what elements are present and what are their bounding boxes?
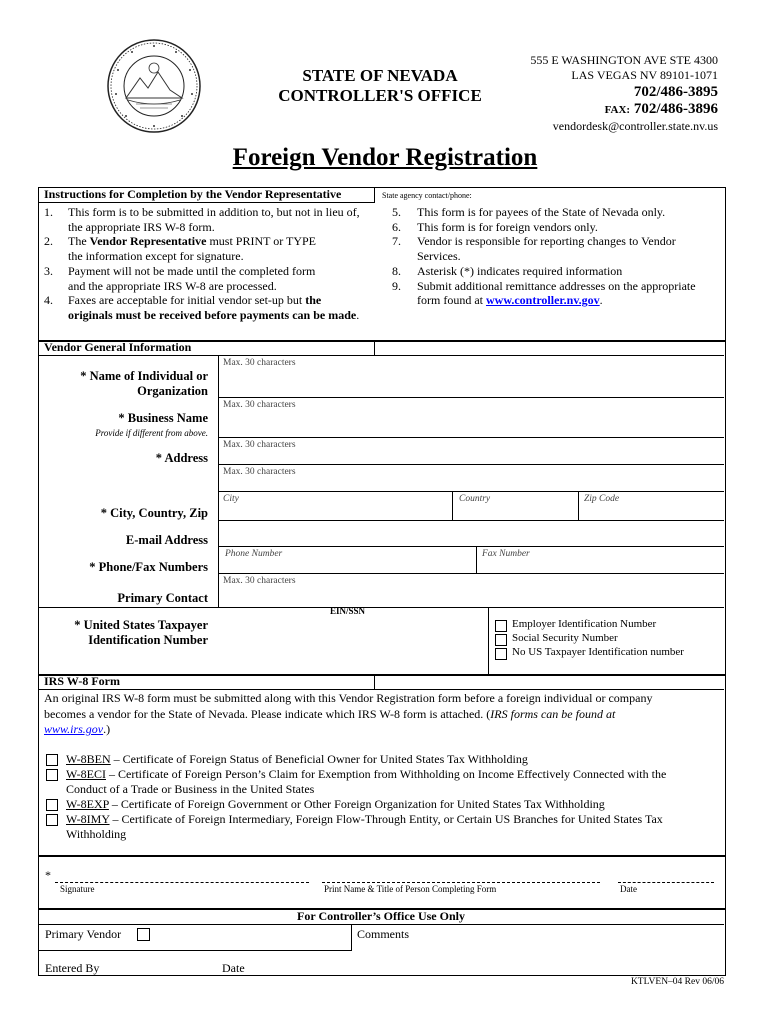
primary-contact-label: Primary Contact [117, 591, 208, 605]
vendor-heading-rule [38, 355, 724, 356]
instruction-2-line2: the information except for signature. [68, 249, 244, 264]
business-name-field[interactable]: Max. 30 characters [223, 400, 296, 410]
state-seal-logo [106, 38, 202, 134]
print-name-label: Print Name & Title of Person Completing Form [324, 884, 497, 894]
irs-website-link[interactable]: www.irs.gov [44, 722, 104, 736]
city-field[interactable]: City [223, 494, 239, 504]
name-label-line1: * Name of Individual or [80, 369, 208, 383]
instruction-5-num: 5. [392, 205, 401, 219]
w8-heading-rule [38, 689, 724, 690]
form-code: KTLVEN–04 Rev 06/06 [630, 977, 724, 987]
instruction-6-num: 6. [392, 219, 401, 234]
instruction-3-line2: and the appropriate IRS W-8 are processed. [68, 278, 277, 293]
email-label: E-mail Address [125, 533, 208, 547]
w8-heading-divider [374, 674, 375, 689]
phone-field[interactable]: Phone Number [225, 549, 283, 559]
business-name-hint: Provide if different from above. [95, 428, 208, 438]
tin-label-line1: * United States Taxpayer [74, 618, 208, 632]
city-country-divider [452, 491, 453, 520]
instruction-1-line2: the appropriate IRS W-8 form. [68, 219, 215, 234]
w8exp-desc: – Certificate of Foreign Government or Other Foreign Organization for United States Tax Withholding [108, 797, 605, 811]
field-rule-7 [218, 573, 724, 574]
fax-line [605, 101, 718, 118]
name-label-line2: Organization [137, 384, 208, 398]
instruction-4-num: 4. [44, 293, 53, 308]
agency-contact-label: State agency contact/phone: [382, 191, 472, 200]
instruction-2 [44, 234, 384, 263]
ein-ssn-label: EIN/SSN [330, 606, 366, 616]
address-line2: LAS VEGAS NV 89101-1071 [571, 68, 718, 82]
address-label: * Address [155, 451, 208, 465]
signature-line[interactable] [55, 882, 309, 883]
instructions-heading-divider [374, 187, 375, 203]
instruction-6-line1: This form is for foreign vendors only. [417, 219, 598, 234]
country-zip-divider [578, 491, 579, 520]
instruction-5-line1: This form is for payees of the State of Nevada only. [417, 205, 666, 219]
primary-vendor-checkbox[interactable] [137, 928, 150, 941]
instruction-2-bold: Vendor Representative [89, 234, 207, 249]
instruction-4 [44, 293, 384, 322]
w8eci-option [44, 767, 720, 797]
business-name-label: * Business Name [118, 411, 208, 425]
entered-by-label: Entered By [45, 961, 100, 975]
w8ben-checkbox[interactable] [46, 754, 58, 766]
signature-asterisk: * [45, 868, 51, 882]
w8imy-checkbox[interactable] [46, 814, 58, 826]
w8imy-option [44, 812, 720, 842]
address-line1-field[interactable]: Max. 30 characters [223, 440, 296, 450]
phone-fax-label: * Phone/Fax Numbers [89, 560, 208, 574]
instruction-8-line1: Asterisk (*) indicates required information [417, 263, 623, 278]
w8imy-code: W-8IMY [66, 812, 110, 826]
w8eci-code: W-8ECI [66, 767, 106, 781]
phone-number: 702/486-3895 [633, 84, 718, 100]
w8ben-code: W-8BEN [66, 752, 111, 766]
entered-date-label: Date [222, 961, 245, 975]
no-tin-checkbox[interactable] [495, 648, 507, 660]
email-address: vendordesk@controller.state.nv.us [552, 119, 718, 133]
w8ben-option [44, 752, 720, 767]
fax-field[interactable]: Fax Number [482, 549, 530, 559]
vendor-heading-divider [374, 340, 375, 355]
instruction-2-num: 2. [44, 234, 53, 249]
office-use-divider [351, 924, 352, 950]
w8-para-line2: becomes a vendor for the State of Nevada. Please indicate which IRS W-8 form is attached. ( [44, 706, 491, 721]
w8exp-option [44, 797, 720, 812]
signature-date-label: Date [620, 884, 637, 894]
tin-field[interactable] [219, 618, 487, 672]
instruction-8-num: 8. [392, 263, 401, 278]
no-tin-option-label: No US Taxpayer Identification number [512, 646, 684, 658]
name-field[interactable]: Max. 30 characters [223, 358, 296, 368]
instruction-9-line2: form found at [417, 293, 486, 308]
comments-label: Comments [357, 927, 410, 941]
ssn-checkbox[interactable] [495, 634, 507, 646]
instruction-6 [392, 220, 722, 235]
instruction-3 [44, 264, 384, 293]
w8eci-checkbox[interactable] [46, 769, 58, 781]
instruction-1 [44, 205, 384, 234]
office-title-line2: CONTROLLER'S OFFICE [278, 86, 482, 105]
fax-label: FAX: [604, 104, 631, 116]
instruction-5 [392, 205, 722, 220]
field-rule-2 [218, 437, 724, 438]
office-use-row-rule [38, 950, 352, 951]
w8-instructions [44, 691, 720, 738]
instruction-1-line1: This form is to be submitted in addition to, but not in lieu of, [68, 205, 360, 219]
w8eci-desc-cont: Conduct of a Trade or Business in the United States [66, 782, 315, 796]
instruction-9 [392, 279, 722, 308]
vendor-info-heading: Vendor General Information [44, 340, 192, 354]
instruction-2-pre: The [68, 234, 90, 249]
instruction-7-num: 7. [392, 234, 401, 249]
office-title-line1: STATE OF NEVADA [302, 66, 458, 85]
field-rule-4 [218, 491, 724, 492]
instructions-right-list [392, 205, 722, 308]
ein-checkbox[interactable] [495, 620, 507, 632]
instructions-heading: Instructions for Completion by the Vendor Representative [44, 187, 342, 201]
email-field[interactable] [219, 521, 723, 545]
phone-fax-divider [476, 546, 477, 573]
instruction-2-post: must PRINT or TYPE [206, 234, 317, 249]
w8imy-desc: – Certificate of Foreign Intermediary, Foreign Flow-Through Entity, or Certain US Branches for United States Tax [109, 812, 663, 826]
zip-field[interactable]: Zip Code [584, 494, 620, 504]
field-rule-8 [38, 607, 724, 608]
field-column-divider [218, 355, 219, 608]
instruction-9-tail: . [599, 293, 603, 308]
tin-divider [488, 607, 489, 674]
w8imy-desc-cont: Withholding [66, 827, 127, 841]
instruction-1-num: 1. [44, 205, 53, 219]
primary-vendor-label: Primary Vendor [45, 927, 122, 941]
tin-label-line2: Identification Number [88, 633, 208, 647]
office-use-heading-rule [38, 924, 724, 925]
controller-website-link[interactable]: www.controller.nv.gov [485, 293, 600, 308]
field-rule-1 [218, 397, 724, 398]
ssn-option-label: Social Security Number [512, 632, 618, 644]
w8-para-line1: An original IRS W-8 form must be submitted along with this Vendor Registration form before a foreign individual or company [44, 691, 653, 705]
office-use-heading: For Controller’s Office Use Only [297, 909, 465, 923]
instruction-4-pre: Faxes are acceptable for initial vendor set-up but [68, 293, 306, 308]
instruction-7 [392, 234, 722, 263]
address-line2-field[interactable]: Max. 30 characters [223, 467, 296, 477]
address-line1: 555 E WASHINGTON AVE STE 4300 [530, 53, 718, 67]
field-rule-6 [218, 546, 724, 547]
w8ben-desc: – Certificate of Foreign Status of Beneficial Owner for United States Tax Withholding [110, 752, 528, 766]
instruction-4-bold-line: originals must be received before payments can be made [68, 307, 357, 322]
w8exp-checkbox[interactable] [46, 799, 58, 811]
instruction-3-line1: Payment will not be made until the completed form [68, 263, 316, 278]
instruction-7-line2: Services. [417, 249, 461, 264]
primary-contact-field[interactable]: Max. 30 characters [223, 576, 296, 586]
instructions-heading-rule [38, 202, 374, 203]
instruction-4-tail: . [356, 307, 360, 322]
instruction-7-line1: Vendor is responsible for reporting changes to Vendor [417, 234, 676, 249]
instruction-9-line1: Submit additional remittance addresses on the appropriate [417, 278, 696, 293]
field-rule-3 [218, 464, 724, 465]
w8-para-tail: .) [103, 722, 111, 736]
w8exp-code: W-8EXP [66, 797, 109, 811]
instruction-4-bold: the [305, 293, 322, 308]
ein-option-label: Employer Identification Number [512, 618, 657, 630]
w8-para-italic: IRS forms can be found at [490, 706, 616, 721]
instructions-left-list [44, 205, 384, 323]
print-name-line[interactable] [322, 882, 600, 883]
instruction-3-num: 3. [44, 263, 53, 278]
instruction-9-num: 9. [392, 278, 401, 293]
w8eci-desc: – Certificate of Foreign Person’s Claim for Exemption from Withholding on Income Effectively Connected with the [106, 767, 667, 781]
w8-heading: IRS W-8 Form [44, 674, 120, 688]
fax-number: 702/486-3896 [633, 101, 718, 117]
country-field[interactable]: Country [459, 494, 491, 504]
form-title: Foreign Vendor Registration [232, 144, 538, 171]
date-line[interactable] [618, 882, 714, 883]
instruction-8 [392, 264, 722, 279]
signature-label: Signature [60, 884, 95, 894]
w8-options [44, 752, 720, 842]
city-country-zip-label: * City, Country, Zip [100, 506, 208, 520]
